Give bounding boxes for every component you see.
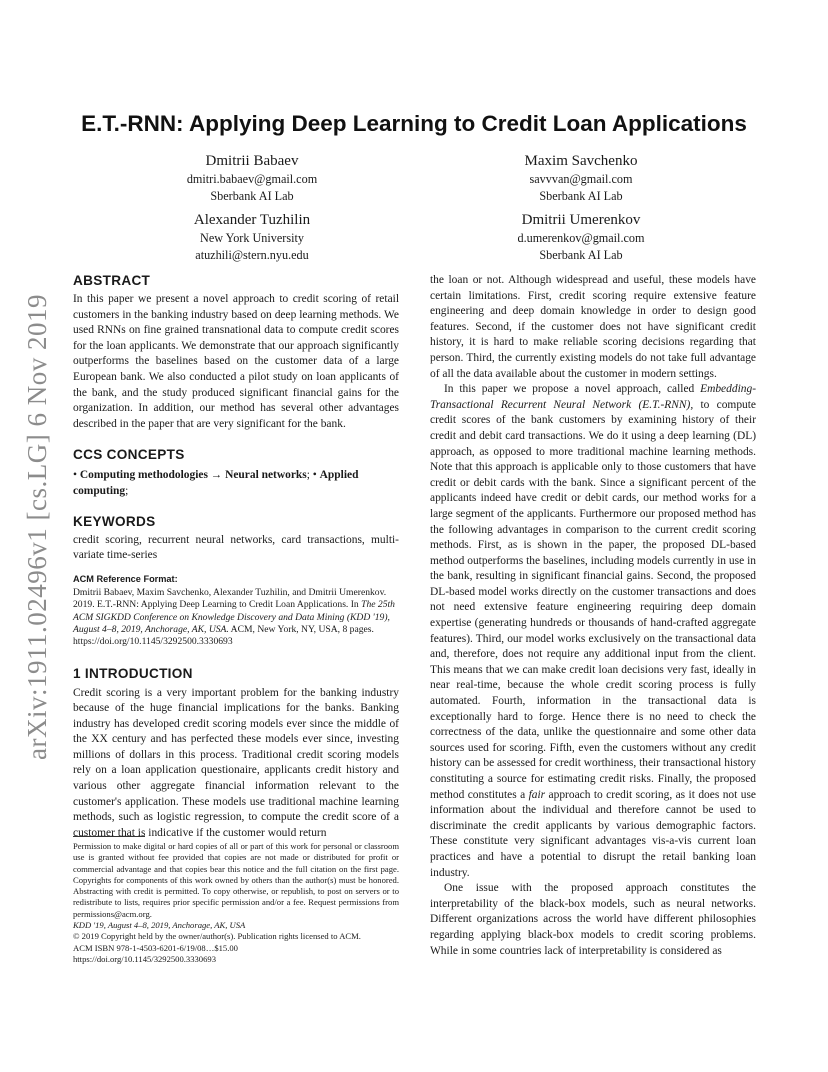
introduction-heading: 1 INTRODUCTION: [73, 665, 193, 681]
right-column: [430, 273, 756, 959]
acm-reference-text: [73, 587, 399, 648]
author-affiliation: Sberbank AI Lab: [539, 188, 623, 203]
acm-reference-authors: Dmitrii Babaev, Maxim Savchenko, Alexander Tuzhilin, and Dmitrii Umerenkov. 2019. E.T.-RNN: Applying Deep Learning to Credit Loan Applications. In: [73, 587, 387, 611]
ccs-concept-1: Computing methodologies: [79, 469, 208, 482]
left-column: [73, 272, 399, 841]
ccs-bullet: •: [312, 469, 317, 482]
author-email[interactable]: dmitri.babaev@gmail.com: [186, 172, 318, 186]
author-name: Alexander Tuzhilin: [193, 212, 311, 228]
abstract-text: In this paper we present a novel approach to credit scoring of retail customers in the banking industry based on deep learning methods. We used RNNs on fine grained transnational data to compute credit scores for the loan applicants. We demonstrate that our approach significantly outperforms the baselines based on the customer data of a large European bank. We also conducted a pilot study on loan applicants of the bank, and the study produced significant financial gains for the organization. In addition, our method has several other advantages described in the paper that are very significant for the bank.: [73, 293, 399, 430]
introduction-paragraph: Credit scoring is a very important problem for the banking industry because of the huge financial implications for the banks. Banking industry has developed credit scoring models ever since the middle of the XX century and has perfected these models ever since, investing millions of dollars in this process. Traditional credit scoring models rely on a loan application questionaire, applicants credit history and various other aggregate financial information relevant to the customer's application. These models use traditional machine learning methods, such as logistic regression, to compute the credit score of a customer that is indicative if the customer would return: [73, 686, 399, 839]
paper-title: E.T.-RNN: Applying Deep Learning to Credit Loan Applications: [81, 111, 747, 136]
author-email[interactable]: atuzhili@stern.nyu.edu: [195, 247, 309, 262]
copyright-notice: © 2019 Copyright held by the owner/author(s). Publication rights licensed to ACM.: [73, 931, 361, 942]
author-name: Dmitrii Umerenkov: [521, 212, 641, 228]
author-block-3: [102, 211, 402, 263]
author-email[interactable]: savvvan@gmail.com: [529, 172, 633, 186]
abstract-heading: ABSTRACT: [73, 273, 151, 288]
acm-reference: [73, 573, 399, 649]
ccs-concepts: [73, 468, 399, 499]
author-name: Dmitrii Babaev: [205, 153, 299, 169]
footnote-block: [73, 836, 399, 965]
doi-link[interactable]: https://doi.org/10.1145/3292500.3330693: [73, 953, 216, 964]
author-name: Maxim Savchenko: [524, 153, 638, 169]
arxiv-identifier-stamp: arXiv:1911.02496v1 [cs.LG] 6 Nov 2019: [22, 294, 52, 760]
ccs-end: ;: [125, 484, 129, 497]
isbn: ACM ISBN 978-1-4503-6201-6/19/08…$15.00: [73, 942, 238, 953]
author-affiliation: New York University: [200, 231, 304, 245]
footnote-rule: [73, 836, 145, 837]
acm-reference-heading: ACM Reference Format:: [73, 573, 178, 584]
author-email[interactable]: d.umerenkov@gmail.com: [517, 231, 645, 245]
permission-notice: Permission to make digital or hard copies of all or part of this work for personal or classroom use is granted without fee provided that copies are not made or distributed for profit or commercial advantage and that copies bear this notice and the full citation on the first page. Copyrights for components of this work owned by others than the author(s) must be honored. Abstracting with credit is permitted. To copy otherwise, or republish, to post on servers or to redistribute to lists, requires prior specific permission and/or a fee. Request permissions from permissions@acm.org.: [73, 841, 399, 919]
ccs-separator: ;: [306, 469, 310, 482]
footnote-text: [73, 841, 399, 965]
ccs-bullet: •: [73, 469, 78, 482]
ccs-concept-3: Applied computing: [73, 469, 359, 497]
interpretability-paragraph: One issue with the proposed approach constitutes the interpretability of the black-box models, such as neural networks. Different organizations across the world have different philosophies regarding applying black-box models to credit scoring problems. While in some countries lack of interpretability is considered as: [430, 882, 756, 957]
conference-info: KDD '19, August 4–8, 2019, Anchorage, AK, USA: [73, 920, 246, 931]
author-block-1: [102, 152, 402, 204]
keywords-text: credit scoring, recurrent neural networks, card transactions, multi-variate time-series: [73, 533, 399, 562]
keywords-heading: KEYWORDS: [73, 513, 156, 529]
author-affiliation: Sberbank AI Lab: [539, 247, 623, 262]
acm-reference-doi[interactable]: ACM, New York, NY, USA, 8 pages. https://doi.org/10.1145/3292500.3330693: [73, 623, 374, 648]
proposal-paragraph: In this paper we propose a novel approach, called Embedding-Transactional Recurrent Neural Network (E.T.-RNN), to compute credit scores of the bank customers by examining history of their credit and debit card transactions. We do it using a deep learning (DL) approach, as opposed to more traditional machine learning methods. Note that this approach is applicable only to those customers that have credit or debit cards with the bank. Since a significant percent of the applicants indeed have credit or debit cards, our method works for a large segment of the applicants. Furthermore our proposed method has the following advantages in comparison to the current credit scoring methods. First, as is shown in the paper, the proposed DL-based method outperforms the baselines, including models currently in use in the bank, resulting in significant financial gains. Second, the proposed DL-based model works directly on the customer transactions and does not need extensive feature engineering requiring deep domain expertise (generating hundreds or thousands of hand-crafted aggregate features). Third, our model works exclusively on the transactional data and, therefore, does not require any additional input from the client. This means that we can make credit loan decisions very fast, ideally in near real-time, because the whole credit scoring process is fully automated. Fourth, information in the transactional data is exceptionally hard to forge. Hence there is no need to check the correctness of the data, unlike the questionnaire and some other data sources used for scoring. Fifth, even the customers without any credit history can be assessed for credit worthiness, their transactional history constituting a source for estimating credit risks. Finally, the proposed method constitutes a fair approach to credit scoring, as it does not use information about the individual and therefore cannot be used to discriminate the credit applicants by various demographic factors. These constitute very significant advantages vis-a-vis current loan practices and have a potential to disrupt the retail banking loan industry.: [430, 383, 757, 879]
ccs-heading: CCS CONCEPTS: [73, 447, 185, 463]
author-affiliation: Sberbank AI Lab: [210, 188, 294, 203]
author-block-2: [431, 152, 731, 204]
acm-reference-venue: The 25th ACM SIGKDD Conference on Knowledge Discovery and Data Mining (KDD '19), August 4–8, 2019, Anchorage, AK, USA.: [73, 599, 395, 635]
author-block-4: [431, 211, 731, 263]
ccs-concept-2: Neural networks: [225, 469, 307, 482]
ccs-arrow: →: [210, 469, 223, 482]
intro-continued-paragraph: the loan or not. Although widespread and useful, these models have certain limitations. First, credit scoring require extensive feature engineering and deep domain knowledge in order to design good features. Second, if the customer does not have significant credit history, it is hard to make reliable scoring decisions regarding that person. Third, the currently existing models do not take full advantage of all the data available about the customer in modern settings.: [430, 274, 756, 380]
